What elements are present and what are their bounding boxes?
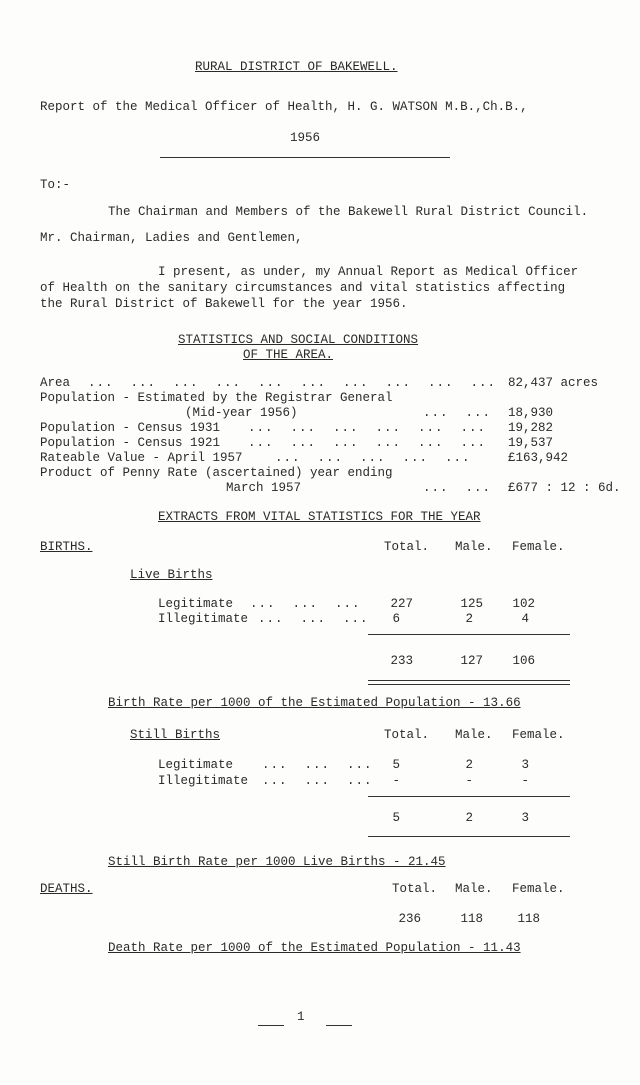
still-birth-rate-line: Still Birth Rate per 1000 Live Births - 21.45	[108, 855, 446, 869]
census-1931-value: 19,282	[508, 421, 554, 435]
table-row-label: Legitimate	[158, 758, 234, 772]
pop-est-label-1: Population - Estimated by the Registrar General	[40, 391, 393, 405]
still-col-total: Total.	[384, 728, 430, 742]
table-cell-female: 3	[521, 758, 529, 772]
births-col-female: Female.	[512, 540, 565, 554]
leader-dots: ... ... ...	[250, 597, 361, 611]
to-label: To:-	[40, 178, 71, 192]
divider	[160, 157, 450, 158]
pop-est-value: 18,930	[508, 406, 554, 420]
births-sum-male: 127	[460, 654, 483, 668]
area-label: Area	[40, 376, 71, 390]
leader-dots: ... ...	[423, 481, 492, 495]
table-cell-female: 4	[521, 612, 529, 626]
salutation: Mr. Chairman, Ladies and Gentlemen,	[40, 231, 303, 245]
still-sum-total: 5	[392, 811, 400, 825]
divider	[368, 634, 570, 635]
still-col-female: Female.	[512, 728, 565, 742]
addressee-line: The Chairman and Members of the Bakewell Rural District Council.	[108, 205, 589, 219]
table-row-label: Legitimate	[158, 597, 234, 611]
census-1921-value: 19,537	[508, 436, 554, 450]
table-cell-male: 2	[465, 612, 473, 626]
deaths-col-female: Female.	[512, 882, 565, 896]
page-number-rule-right	[326, 1025, 352, 1026]
pop-est-label-2: (Mid-year 1956)	[185, 406, 298, 420]
table-cell-male: -	[465, 774, 473, 788]
table-cell-male: 2	[465, 758, 473, 772]
table-cell-female: -	[521, 774, 529, 788]
live-births-label: Live Births	[130, 568, 213, 582]
stats-heading-1: STATISTICS AND SOCIAL CONDITIONS	[178, 333, 419, 347]
deaths-col-male: Male.	[455, 882, 493, 896]
deaths-male: 118	[460, 912, 483, 926]
document-heading: RURAL DISTRICT OF BAKEWELL.	[195, 60, 398, 74]
births-section-label: BIRTHS.	[40, 540, 93, 554]
divider	[368, 796, 570, 797]
deaths-col-total: Total.	[392, 882, 438, 896]
table-cell-female: 102	[512, 597, 535, 611]
area-value: 82,437 acres	[508, 376, 599, 390]
page-number: 1	[297, 1010, 305, 1024]
intro-line-2: of Health on the sanitary circumstances and vital statistics affecting	[40, 281, 566, 295]
census-1931-label: Population - Census 1931	[40, 421, 221, 435]
births-col-male: Male.	[455, 540, 493, 554]
page-number-rule-left	[258, 1025, 284, 1026]
death-rate-line: Death Rate per 1000 of the Estimated Population - 11.43	[108, 941, 521, 955]
deaths-female: 118	[517, 912, 540, 926]
report-title-line: Report of the Medical Officer of Health, H. G. WATSON M.B.,Ch.B.,	[40, 100, 528, 114]
extracts-heading: EXTRACTS FROM VITAL STATISTICS FOR THE YEAR	[158, 510, 481, 524]
table-cell-total: 5	[392, 758, 400, 772]
rateable-value: £163,942	[508, 451, 569, 465]
table-cell-male: 125	[460, 597, 483, 611]
table-cell-total: -	[392, 774, 400, 788]
stats-heading-2: OF THE AREA.	[243, 348, 334, 362]
table-row-label: Illegitimate	[158, 774, 249, 788]
table-cell-total: 6	[392, 612, 400, 626]
rateable-label: Rateable Value - April 1957	[40, 451, 243, 465]
leader-dots: ... ...	[423, 406, 492, 420]
leader-dots: ... ... ... ... ... ...	[248, 421, 487, 435]
double-divider	[368, 680, 570, 685]
intro-line-1: I present, as under, my Annual Report as Medical Officer	[158, 265, 579, 279]
birth-rate-line: Birth Rate per 1000 of the Estimated Population - 13.66	[108, 696, 521, 710]
leader-dots: ... ... ...	[262, 774, 373, 788]
penny-label-1: Product of Penny Rate (ascertained) year ending	[40, 466, 393, 480]
still-sum-female: 3	[521, 811, 529, 825]
leader-dots: ... ... ...	[258, 612, 369, 626]
table-cell-total: 227	[390, 597, 413, 611]
deaths-section-label: DEATHS.	[40, 882, 93, 896]
still-sum-male: 2	[465, 811, 473, 825]
deaths-total: 236	[398, 912, 421, 926]
census-1921-label: Population - Census 1921	[40, 436, 221, 450]
leader-dots: ... ... ... ... ... ...	[248, 436, 487, 450]
table-row-label: Illegitimate	[158, 612, 249, 626]
penny-label-2: March 1957	[226, 481, 302, 495]
still-births-label: Still Births	[130, 728, 221, 742]
leader-dots: ... ... ... ... ...	[275, 451, 471, 465]
report-year: 1956	[290, 131, 321, 145]
penny-value: £677 : 12 : 6d.	[508, 481, 621, 495]
still-col-male: Male.	[455, 728, 493, 742]
divider	[368, 836, 570, 837]
births-sum-total: 233	[390, 654, 413, 668]
births-sum-female: 106	[512, 654, 535, 668]
intro-line-3: the Rural District of Bakewell for the year 1956.	[40, 297, 408, 311]
leader-dots: ... ... ... ... ... ... ... ... ... ...	[88, 376, 497, 390]
births-col-total: Total.	[384, 540, 430, 554]
leader-dots: ... ... ...	[262, 758, 373, 772]
